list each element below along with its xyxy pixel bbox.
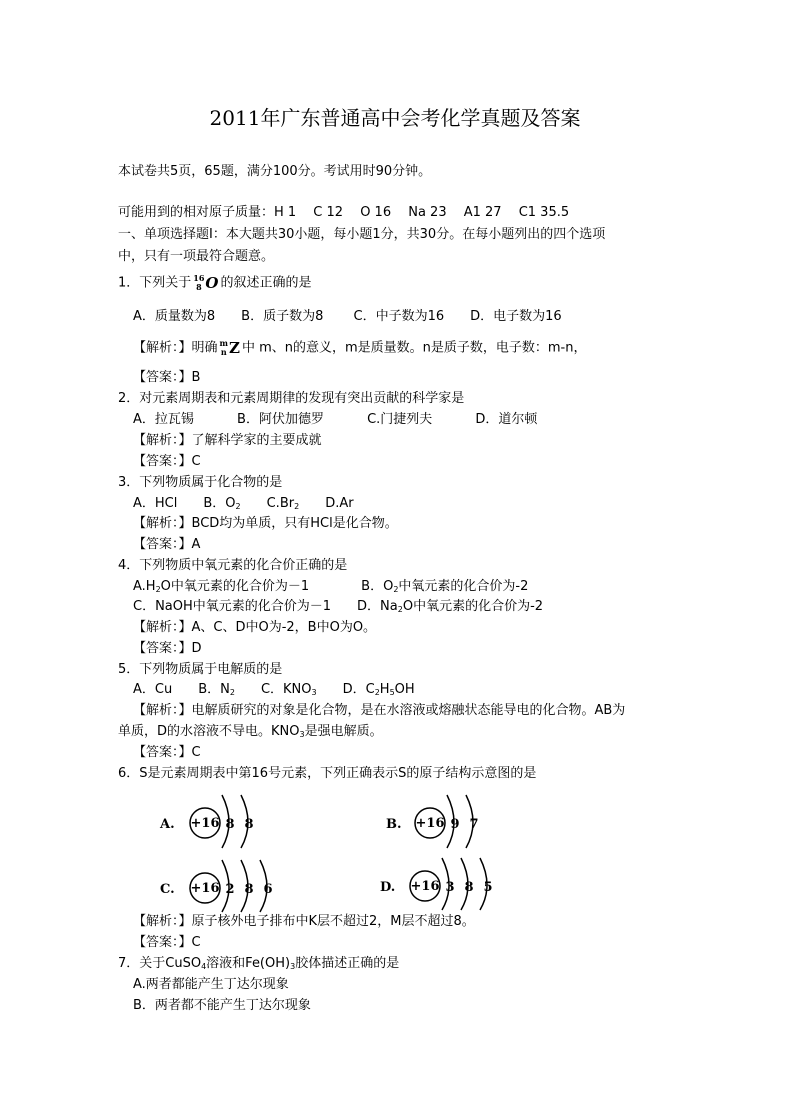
q6-stem: 6．S是元素周期表中第16号元素，下列正确表示S的原子结构示意图的是 bbox=[118, 766, 537, 781]
diagram-c bbox=[160, 860, 273, 912]
q1-answer: 【答案：】B bbox=[133, 370, 201, 385]
page-title: 2011年广东普通高中会考化学真题及答案 bbox=[209, 106, 581, 130]
q7-option-a: A.两者都能产生丁达尔现象 bbox=[133, 977, 289, 992]
shell-electrons: 9 bbox=[450, 817, 460, 832]
nucleus-charge: +16 bbox=[190, 881, 220, 896]
q4-answer: 【答案：】D bbox=[133, 641, 202, 656]
q6-analysis: 【解析：】原子核外电子排布中K层不超过2，M层不超过8。 bbox=[133, 914, 475, 929]
q4-analysis: 【解析：】A、C、D中O为-2，B中O为O。 bbox=[133, 620, 377, 635]
section-heading: 一、单项选择题Ⅰ：本大题共30小题，每小题1分，共30分。在每小题列出的四个选项 bbox=[118, 227, 606, 242]
shell-electrons: 3 bbox=[445, 880, 455, 895]
shell-electrons: 8 bbox=[244, 817, 254, 832]
q2-answer: 【答案：】C bbox=[133, 454, 201, 469]
diagram-label: A. bbox=[160, 817, 175, 832]
q1-text: 1．下列关于 bbox=[118, 275, 192, 291]
q3-options: A．HCl B．$O_2$ $C.Br_2$ D.Ar bbox=[133, 496, 354, 511]
q3-answer: 【答案：】A bbox=[133, 537, 201, 552]
q5-stem: 5．下列物质属于电解质的是 bbox=[118, 662, 283, 677]
q7-option-b: B．两者都不能产生丁达尔现象 bbox=[133, 998, 311, 1013]
diagram-label: C. bbox=[160, 882, 175, 897]
diagram-label: D. bbox=[380, 880, 396, 895]
q5-analysis-cont: 单质，D的水溶液不导电。$KNO_3$是强电解质。 bbox=[118, 724, 383, 739]
nucleus-charge: +16 bbox=[410, 879, 440, 894]
q2-stem: 2．对元素周期表和元素周期律的发现有突出贡献的科学家是 bbox=[118, 391, 465, 406]
q1-options: A．质量数为8 B．质子数为8 C．中子数为16 D．电子数为16 bbox=[133, 309, 562, 324]
q4-stem: 4．下列物质中氧元素的化合价正确的是 bbox=[118, 558, 348, 573]
shell-electrons: 5 bbox=[483, 880, 493, 895]
q6-answer: 【答案：】C bbox=[133, 935, 201, 950]
intro: 本试卷共5页，65题，满分100分。考试用时90分钟。 bbox=[118, 164, 432, 179]
section-heading-cont: 中，只有一项最符合题意。 bbox=[118, 249, 275, 264]
q4-options-cd: C．NaOH中氧元素的化合价为－1 D．$Na_2O$中氧元素的化合价为-2 bbox=[133, 599, 544, 614]
isotope-symbol: 16 8 O bbox=[193, 273, 219, 292]
q1-analysis: 【解析：】明确 m n Z 中 m、n的意义，m是质量数。n是质子数，电子数：m-n， bbox=[133, 338, 587, 357]
atomic-masses: 可能用到的相对原子质量：H 1 C 12 O 16 Na 23 A1 27 C1 35.5 bbox=[118, 205, 570, 220]
shell-electrons: 2 bbox=[225, 882, 235, 897]
q3-stem: 3．下列物质属于化合物的是 bbox=[118, 475, 283, 490]
shell-electrons: 8 bbox=[244, 882, 254, 897]
q4-options-ab: $A.H_2O$中氧元素的化合价为－1 B．$O_2$中氧元素的化合价为-2 bbox=[133, 579, 529, 594]
q2-analysis: 【解析：】了解科学家的主要成就 bbox=[133, 433, 322, 448]
q3-analysis: 【解析：】BCD均为单质，只有HCl是化合物。 bbox=[133, 516, 398, 531]
q1-text: 的叙述正确的是 bbox=[220, 275, 312, 291]
shell-electrons: 8 bbox=[464, 880, 474, 895]
diagram-d bbox=[380, 858, 493, 910]
q5-analysis: 【解析：】电解质研究的对象是化合物，是在水溶液或熔融状态能导电的化合物。AB为 bbox=[133, 703, 626, 718]
diagram-label: B. bbox=[386, 817, 402, 832]
q5-options: A．Cu B．$N_2$ C．$KNO_3$ D．$C_2H_5OH$ bbox=[133, 682, 415, 697]
shell-electrons: 8 bbox=[225, 817, 235, 832]
q2-options: A．拉瓦锡 B．阿伏加德罗 C.门捷列夫 D．道尔顿 bbox=[133, 412, 538, 427]
nucleus-charge: +16 bbox=[415, 816, 445, 831]
nucleus-charge: +16 bbox=[190, 816, 220, 831]
diagram-a bbox=[159, 795, 254, 848]
shell-electrons: 7 bbox=[469, 817, 479, 832]
q5-answer: 【答案：】C bbox=[133, 745, 201, 760]
shell-electrons: 6 bbox=[263, 882, 273, 897]
diagram-b bbox=[386, 795, 479, 848]
nuclide-symbol: m n Z bbox=[219, 338, 240, 357]
q7-stem: 7．关于CuSO$_4$溶液和$Fe(OH)_3$胶体描述正确的是 bbox=[118, 956, 400, 971]
